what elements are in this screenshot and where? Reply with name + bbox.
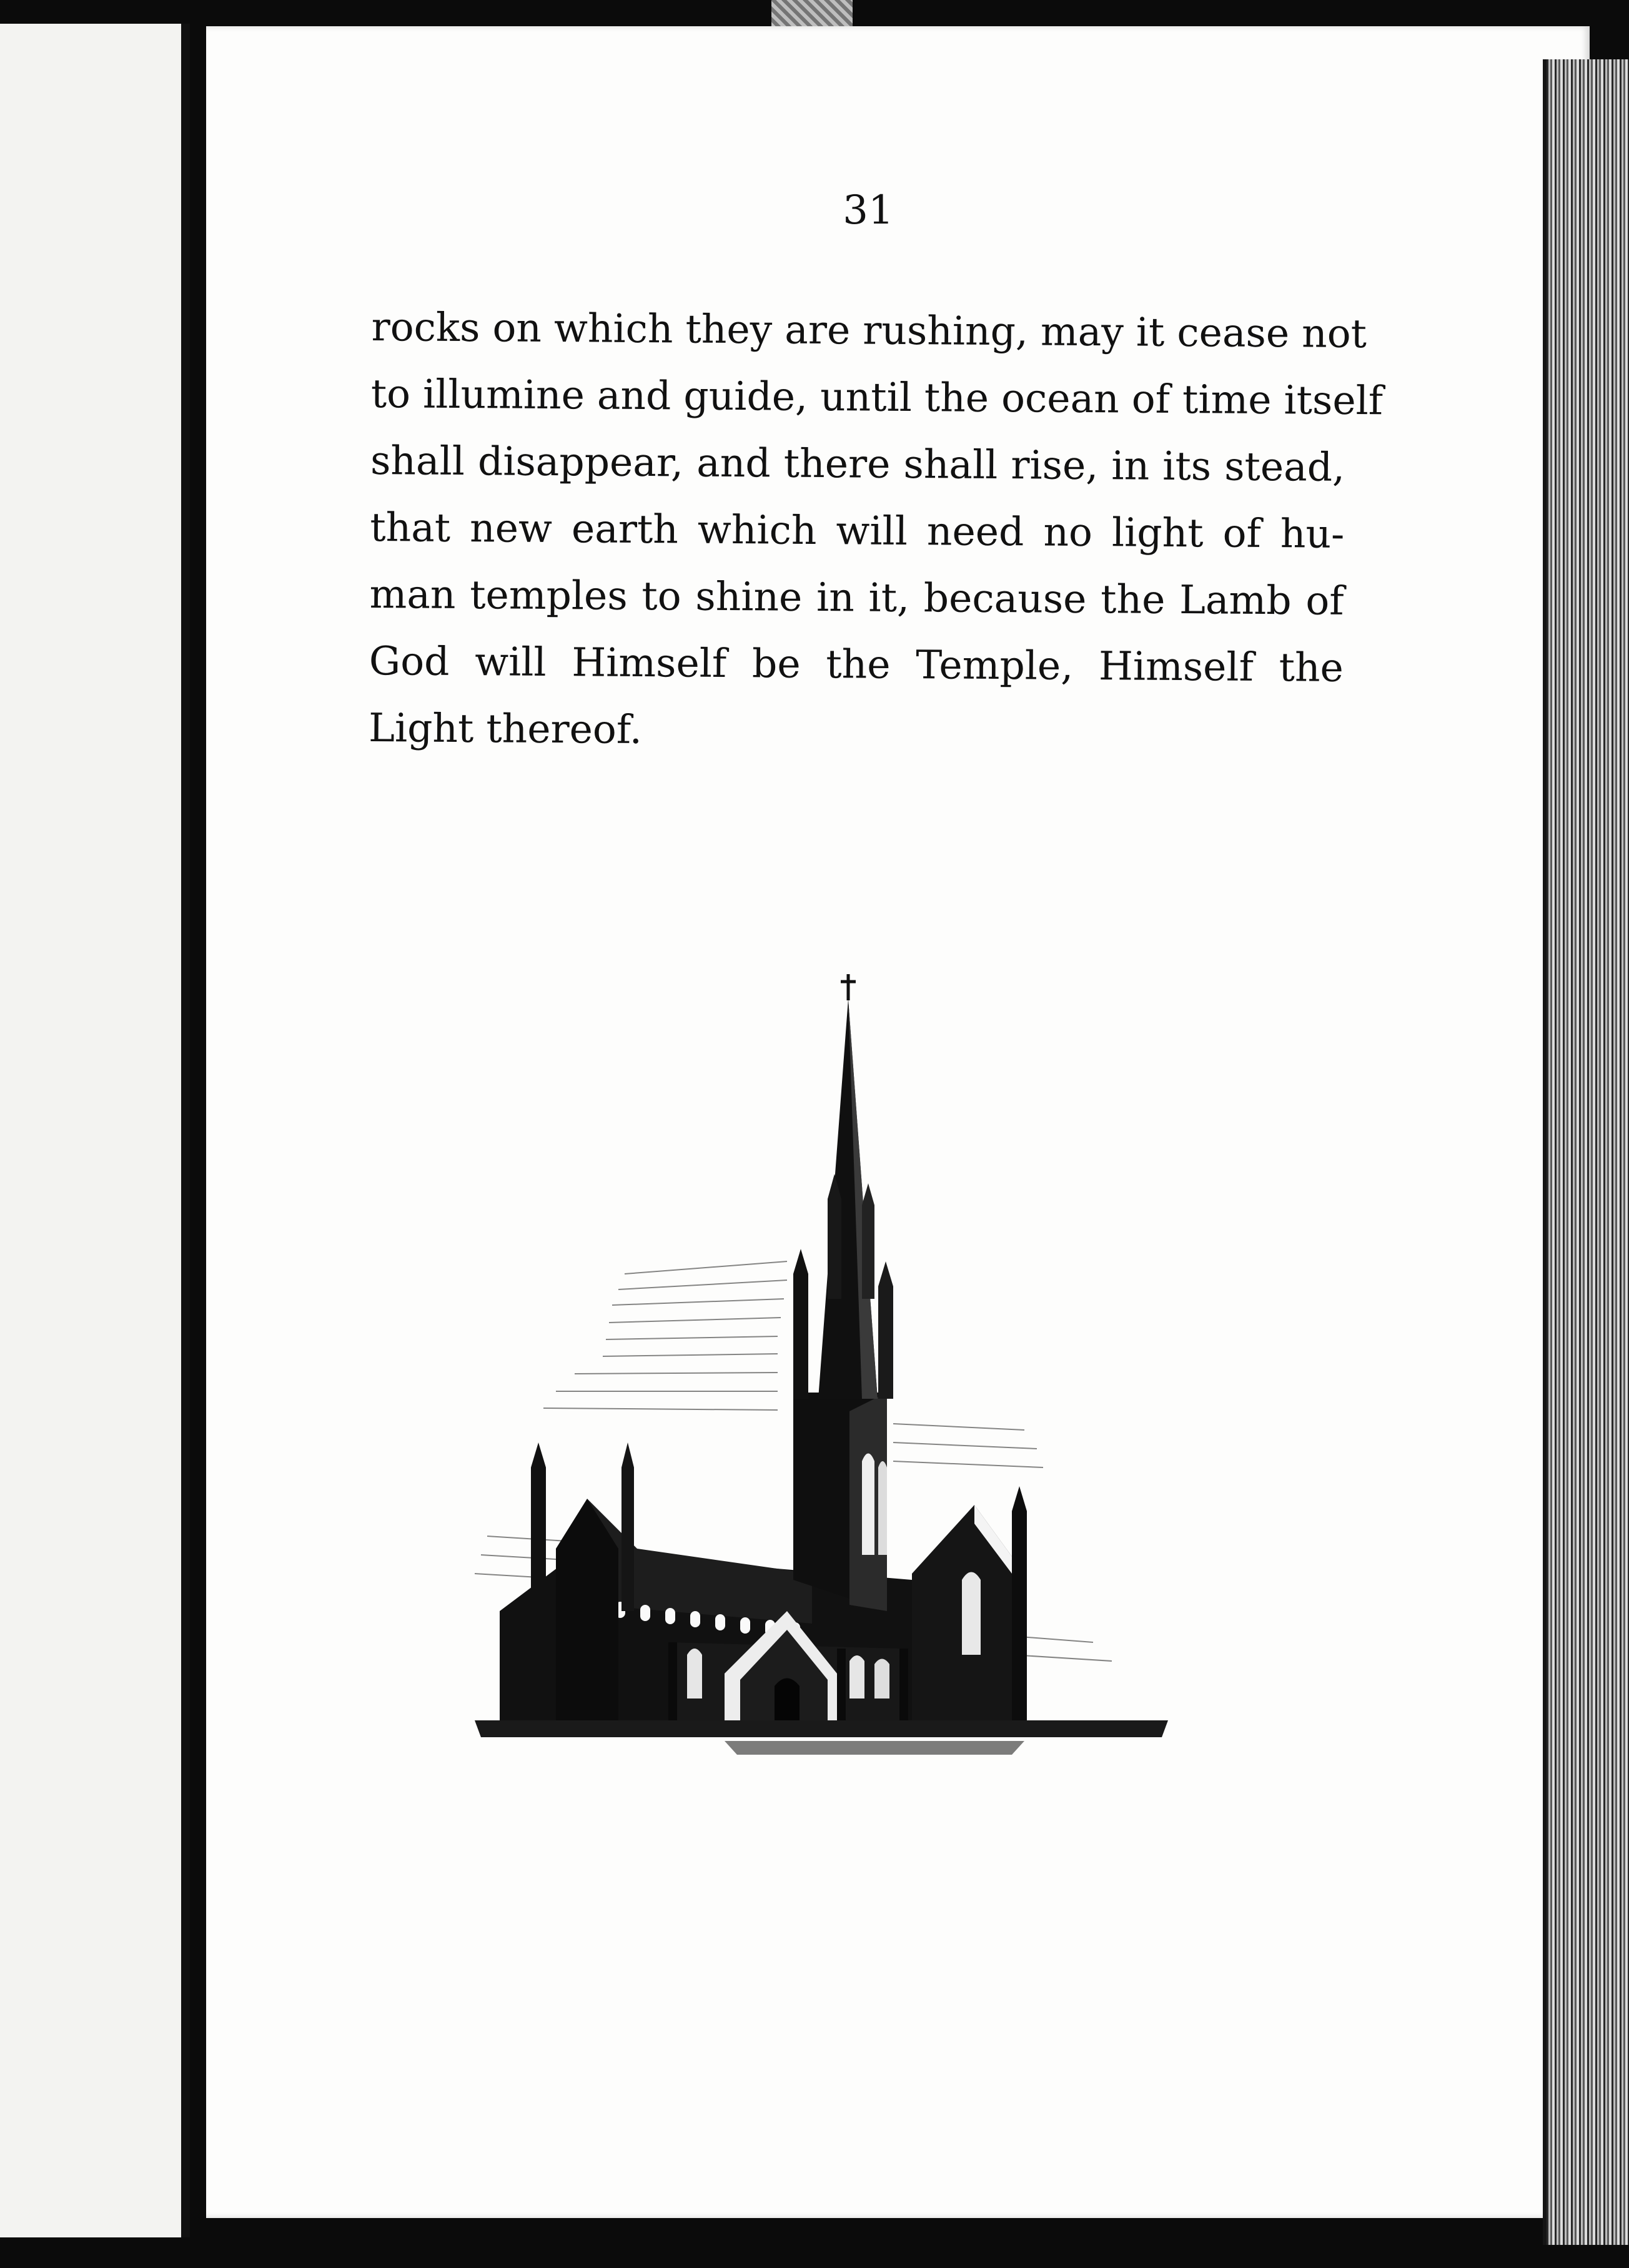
text-line: man temples to shine in it, because the Lamb of <box>369 571 1344 624</box>
text-line: shall disappear, and there shall rise, in its stead, <box>370 437 1345 490</box>
text-line: to illumine and guide, until the ocean of time itself <box>370 370 1384 424</box>
church-icon <box>462 949 1174 1786</box>
text-line: rocks on which they are rushing, may it cease not <box>371 303 1367 357</box>
page-stack-edge <box>1543 59 1629 2245</box>
page-number: 31 <box>843 187 894 234</box>
text-line: God will Himself be the Temple, Himself the <box>369 638 1344 691</box>
text-line: Light thereof. <box>368 704 643 753</box>
facing-page-edge <box>0 24 181 2237</box>
ground <box>475 1720 1168 1737</box>
body-paragraph <box>368 293 1384 768</box>
text-line: that new earth which will need no light of hu- <box>370 504 1345 557</box>
